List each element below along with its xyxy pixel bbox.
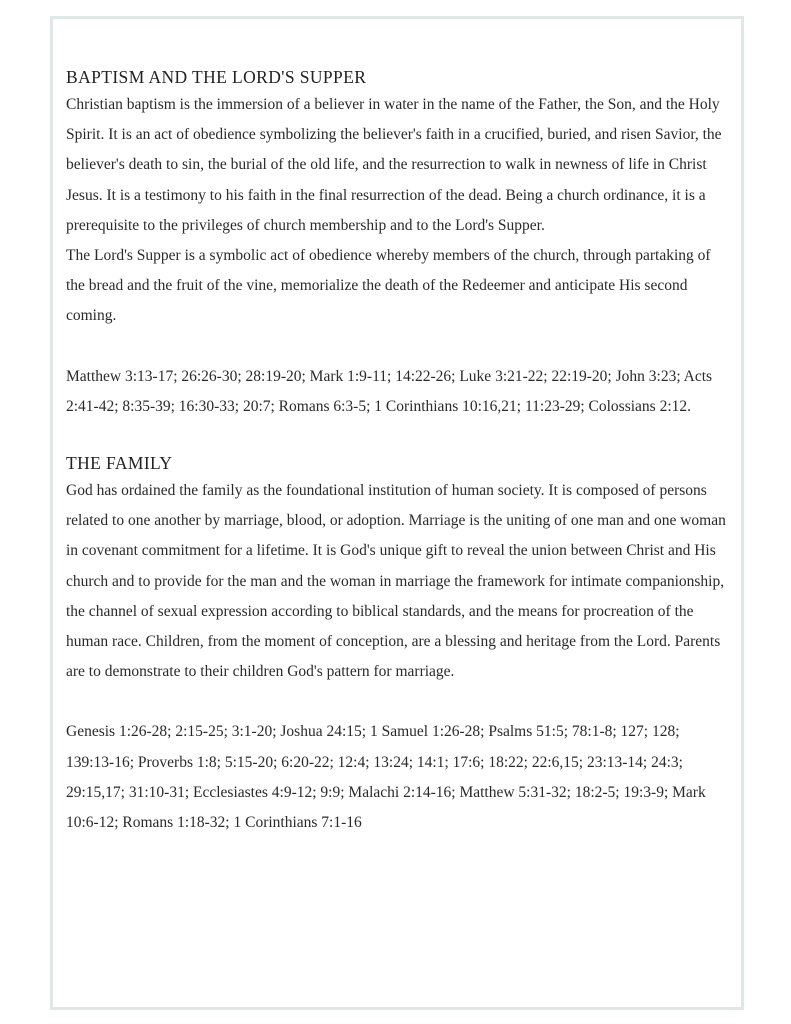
section-heading: THE FAMILY	[66, 453, 173, 474]
section-paragraph: The Lord's Supper is a symbolic act of obedience whereby members of the church, through partaking of the bread and the fruit of the vine, memorialize the death of the Redeemer and anticipate His second coming.	[66, 247, 711, 325]
section-paragraph: Christian baptism is the immersion of a believer in water in the name of the Father, the Son, and the Holy Spirit. It is an act of obedience symbolizing the believer's faith in a crucified, buried, and risen Savior, the believer's death to sin, the burial of the old life, and the resurrection to walk in newness of life in Christ Jesus. It is a testimony to his faith in the final resurrection of the dead. Being a church ordinance, it is a prerequisite to the privileges of church membership and to the Lord's Supper.	[66, 96, 722, 234]
scripture-references: Genesis 1:26-28; 2:15-25; 3:1-20; Joshua 24:15; 1 Samuel 1:26-28; Psalms 51:5; 78:1-8; 127; 128; 139:13-16; Proverbs 1:8; 5:15-20; 6:20-22; 12:4; 13:24; 14:1; 17:6; 18:22; 22:6,15; 23:13-14; 24:3; 29:15,17; 31:10-31; Ecclesiastes 4:9-12; 9:9; Malachi 2:14-16; Matthew 5:31-32; 18:2-5; 19:3-9; Mark 10:6-12; Romans 1:18-32; 1 Corinthians 7:1-16	[66, 723, 706, 832]
section-paragraph: God has ordained the family as the foundational institution of human society. It is composed of persons related to one another by marriage, blood, or adoption. Marriage is the uniting of one man and one woman in covenant commitment for a lifetime. It is God's unique gift to reveal the union between Christ and His church and to provide for the man and the woman in marriage the framework for intimate companionship, the channel of sexual expression according to biblical standards, and the means for procreation of the human race. Children, from the moment of conception, are a blessing and heritage from the Lord. Parents are to demonstrate to their children God's pattern for marriage.	[66, 482, 726, 681]
spacer	[66, 332, 728, 362]
spacer	[66, 687, 728, 717]
section-baptism	[66, 64, 728, 422]
scripture-references: Matthew 3:13-17; 26:26-30; 28:19-20; Mark 1:9-11; 14:22-26; Luke 3:21-22; 22:19-20; John 3:23; Acts 2:41-42; 8:35-39; 16:30-33; 20:7; Romans 6:3-5; 1 Corinthians 10:16,21; 11:23-29; Colossians 2:12.	[66, 367, 713, 415]
document-content	[66, 64, 728, 838]
section-family	[66, 450, 728, 838]
section-heading: BAPTISM AND THE LORD'S SUPPER	[66, 67, 367, 87]
